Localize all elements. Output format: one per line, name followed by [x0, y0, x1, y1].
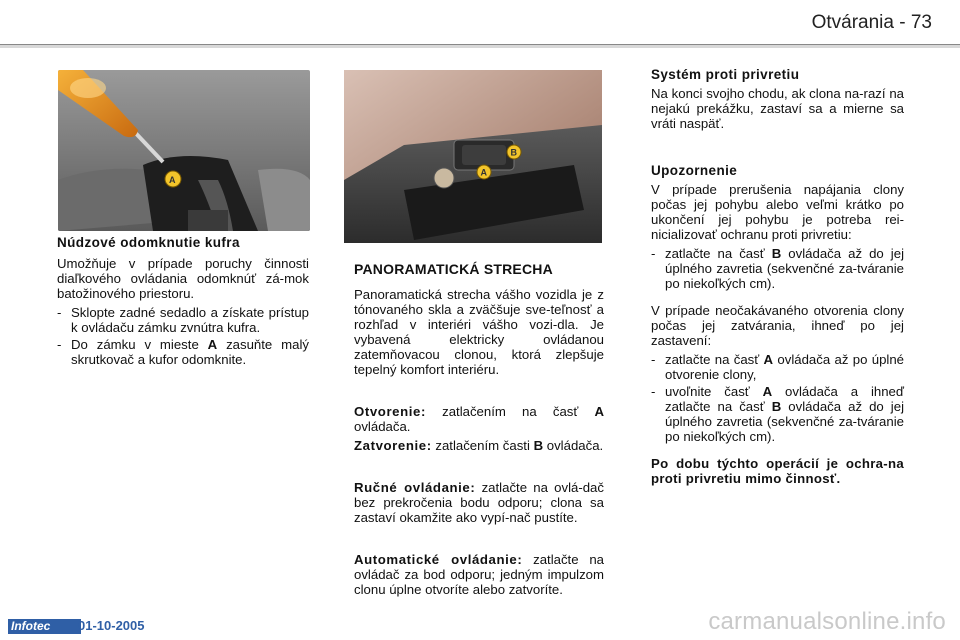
- roof-auto: Automatické ovládanie: zatlačte na ovládač za bod odporu; jedným impulzom clonu úplne otvoríte alebo zatvoríte.: [354, 552, 604, 597]
- header-rule-line: [0, 44, 960, 45]
- trunk-lock-photo: [58, 70, 310, 231]
- roof-switch-photo: [344, 70, 602, 243]
- warning-text: V prípade prerušenia napájania clony počas jej pohybu alebo veľmi krátko po ukončení jej pohybu je potreba rei-nicializovať ochranu proti privretiu:: [651, 182, 904, 242]
- list-item: - zatlačte na časť B ovládača až do jej úplného zavretia (sekvenčné za-tváranie po niekoľkých cm).: [651, 246, 904, 291]
- list-item: - Sklopte zadné sedadlo a získate prístup k ovládaču zámku zvnútra kufra.: [57, 305, 309, 335]
- section-heading-antipinch: Systém proti privretiu: [651, 67, 800, 82]
- list-item: - uvoľnite časť A ovládača a ihneď zatlačte na časť B ovládača až do jej úplného zavretia (sekvenčné za-tváranie po niekoľkých cm).: [651, 384, 904, 444]
- warning-note: Po dobu týchto operácií je ochra-na proti privretiu mimo činnosť.: [651, 456, 904, 486]
- page-title: Otvárania - 73: [811, 12, 932, 33]
- footer-date: 01-10-2005: [78, 618, 145, 633]
- roof-open: Otvorenie: zatlačením na časť A ovládača.: [354, 404, 604, 434]
- list-item: - zatlačte na časť A ovládača až po úplné otvorenie clony,: [651, 352, 905, 382]
- photo2-marker-a: A: [480, 167, 487, 178]
- watermark: carmanualsonline.info: [708, 608, 946, 635]
- section-heading-trunk: Núdzové odomknutie kufra: [57, 235, 240, 250]
- column-antipinch: [651, 67, 904, 490]
- unexpected-open-text: V prípade neočakávaného otvorenia clony počas jej zatvárania, ihneď po jej zastavení:: [651, 303, 904, 348]
- antipinch-text: Na konci svojho chodu, ak clona na-razí na nejakú prekážku, zastaví sa a mierne sa vráti naspäť.: [651, 86, 904, 131]
- roof-close: Zatvorenie: zatlačením časti B ovládača.: [354, 438, 604, 453]
- section-heading-warning: Upozornenie: [651, 163, 738, 178]
- infotec-logo: Infotec: [8, 619, 81, 634]
- photo1-marker-a: A: [169, 175, 176, 185]
- roof-intro: Panoramatická strecha vášho vozidla je z tónovaného skla a zväčšuje sve-teľnosť a rozhľad v interiéri vášho vozi-dla. Je vybavená elektricky ovládanou zatemňovacou clonou, ktorá zlepšuje tepelný komfort interiéru.: [354, 287, 604, 377]
- list-item: - Do zámku v mieste A zasuňte malý skrutkovač a kufor odomknite.: [57, 337, 309, 367]
- roof-manual: Ručné ovládanie: zatlačte na ovlá-dač bez prekročenia bodu odporu; clona sa zastaví okamžite ako vypí-nač pustíte.: [354, 480, 604, 525]
- section-heading-roof: PANORAMATICKÁ STRECHA: [354, 261, 553, 277]
- trunk-intro: Umožňuje v prípade poruchy činnosti diaľkového ovládania odomknúť zá-mok batožinového priestoru.: [57, 256, 309, 301]
- column-trunk: [57, 235, 309, 369]
- column-roof: [354, 262, 604, 601]
- photo2-marker-b: B: [510, 147, 517, 158]
